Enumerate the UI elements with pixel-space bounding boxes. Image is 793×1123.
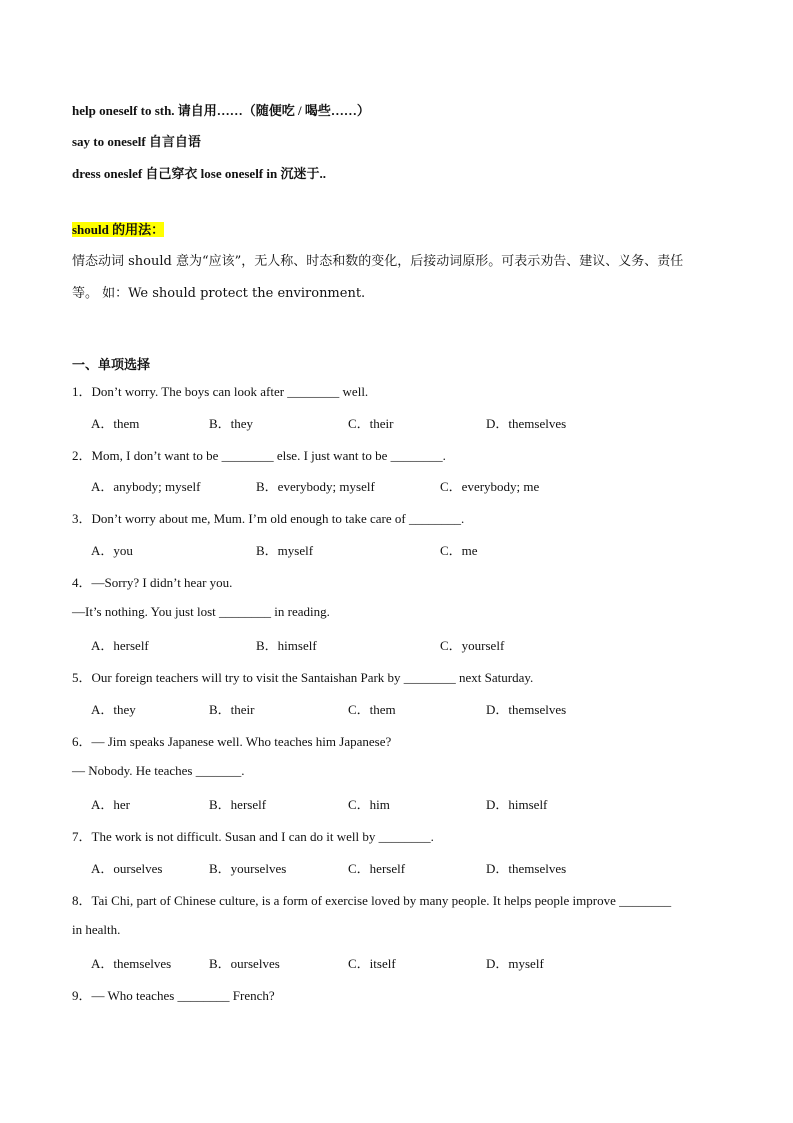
q8-option-c: C．itself	[348, 956, 396, 971]
question-9: 9．— Who teaches ________ French?	[72, 988, 275, 1003]
q4-option-b: B．himself	[256, 638, 317, 653]
q1-option-d: D．themselves	[486, 416, 567, 431]
section-title: 一、单项选择	[72, 358, 151, 373]
should-paragraph-line1: 情态动词 should 意为“应该”，无人称、时态和数的变化，后接动词原形。可表示劝告、建议、义务、责任	[72, 254, 684, 269]
q5-option-c: C．them	[348, 702, 396, 717]
q5-option-a: A．they	[91, 702, 136, 717]
note-dress-oneself: dress oneslef 自己穿衣 lose oneself in 沉迷于..	[72, 166, 326, 181]
q6-option-d: D．himself	[486, 797, 548, 812]
q2-option-b: B．everybody; myself	[256, 479, 375, 494]
question-6-reply: — Nobody. He teaches _______.	[72, 763, 245, 778]
q1-option-a: A．them	[91, 416, 140, 431]
question-8-cont: in health.	[72, 922, 121, 937]
should-heading-text: should 的用法：	[72, 222, 165, 237]
question-2: 2．Mom, I don’t want to be ________ else. I just want to be ________.	[72, 448, 446, 463]
q5-option-d: D．themselves	[486, 702, 567, 717]
q6-option-a: A．her	[91, 797, 130, 812]
question-1: 1．Don’t worry. The boys can look after ________ well.	[72, 384, 369, 399]
q8-option-a: A．themselves	[91, 956, 172, 971]
q7-option-c: C．herself	[348, 861, 406, 876]
question-7: 7．The work is not difficult. Susan and I can do it well by ________.	[72, 829, 434, 844]
q6-option-c: C．him	[348, 797, 390, 812]
question-4-reply: —It’s nothing. You just lost ________ in reading.	[72, 604, 330, 619]
question-4: 4．—Sorry? I didn’t hear you.	[72, 575, 233, 590]
q4-option-a: A．herself	[91, 638, 149, 653]
q8-option-d: D．myself	[486, 956, 544, 971]
q4-option-c: C．yourself	[440, 638, 505, 653]
should-paragraph-line2: 等。 如：We should protect the environment.	[72, 286, 366, 301]
question-5: 5．Our foreign teachers will try to visit the Santaishan Park by ________ next Saturday.	[72, 670, 534, 685]
q1-option-b: B．they	[209, 416, 254, 431]
q7-option-b: B．yourselves	[209, 861, 287, 876]
q6-option-b: B．herself	[209, 797, 267, 812]
q2-option-c: C．everybody; me	[440, 479, 540, 494]
q3-option-b: B．myself	[256, 543, 314, 558]
question-6: 6．— Jim speaks Japanese well. Who teaches him Japanese?	[72, 734, 392, 749]
q8-option-b: B．ourselves	[209, 956, 280, 971]
note-help-oneself: help oneself to sth. 请自用……（随便吃 / 喝些……）	[72, 103, 370, 118]
note-say-to-oneself: say to oneself 自言自语	[72, 134, 201, 149]
q7-option-d: D．themselves	[486, 861, 567, 876]
q2-option-a: A．anybody; myself	[91, 479, 201, 494]
q1-option-c: C．their	[348, 416, 394, 431]
q3-option-c: C．me	[440, 543, 478, 558]
q7-option-a: A．ourselves	[91, 861, 163, 876]
question-3: 3．Don’t worry about me, Mum. I’m old enough to take care of ________.	[72, 511, 465, 526]
should-heading	[72, 222, 164, 238]
q5-option-b: B．their	[209, 702, 255, 717]
question-8: 8．Tai Chi, part of Chinese culture, is a form of exercise loved by many people. It helps people improve ________	[72, 893, 672, 908]
q3-option-a: A．you	[91, 543, 133, 558]
